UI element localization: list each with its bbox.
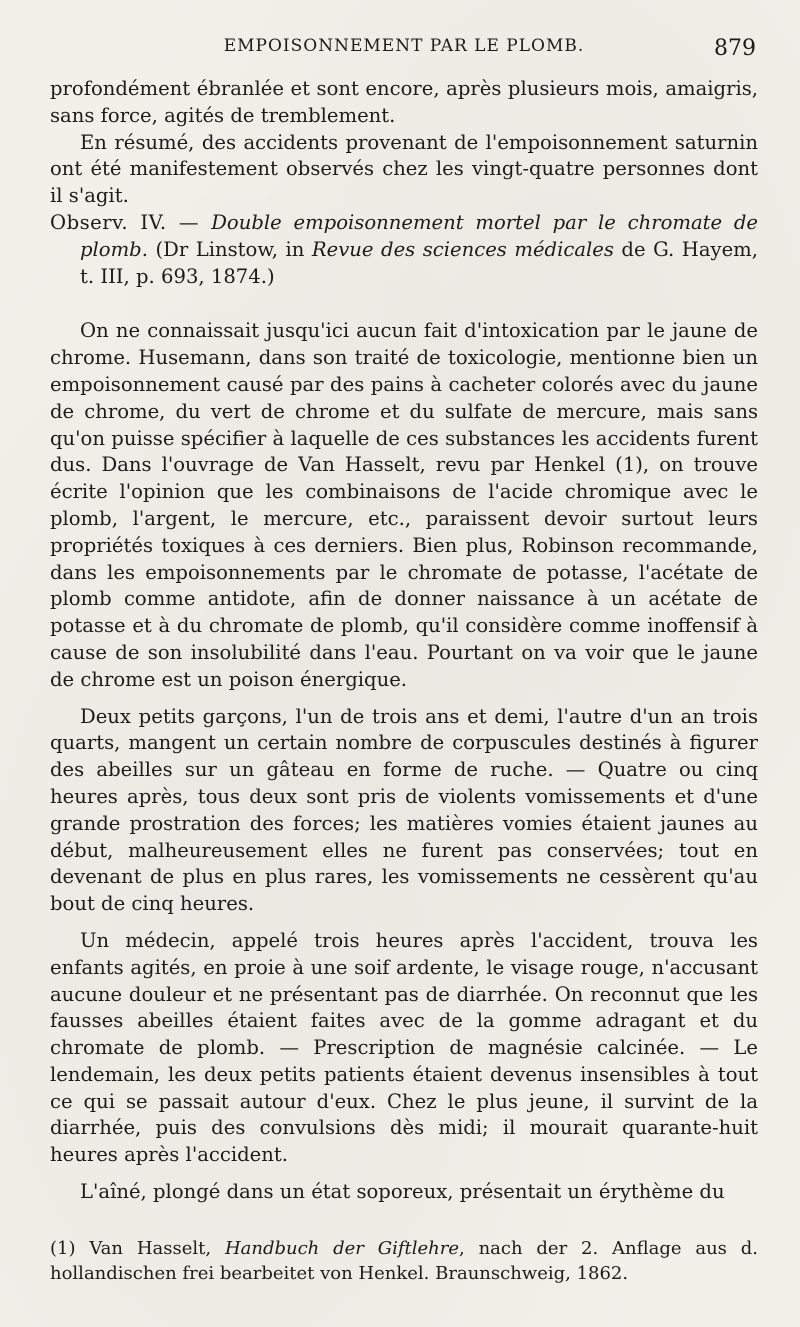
footnote-start: (1) Van Hasselt, xyxy=(50,1238,225,1259)
paragraph-elder: L'aîné, plongé dans un état soporeux, présentait un érythème du xyxy=(80,1180,725,1204)
paragraph-summary: En résumé, des accidents provenant de l'empoisonnement saturnin ont été manifestement observés chez les vingt-quatre personnes dont il s'agit. xyxy=(50,130,758,208)
paragraph-continuation: profondément ébranlée et sont encore, après plusieurs mois, amaigris, sans force, agités de tremblement. xyxy=(50,77,758,127)
observation-ref-start: (Dr Linstow, in xyxy=(147,237,312,261)
footnote xyxy=(50,1236,758,1286)
footnote-book: Handbuch der Giftlehre xyxy=(224,1238,460,1259)
observation-journal: Revue des sciences médicales xyxy=(311,237,614,261)
paragraph-case: Deux petits garçons, l'un de trois ans et demi, l'autre d'un an trois quarts, mangent un certain nombre de corpuscules destinés à figurer des abeilles sur un gâteau en forme de ruche. — Quatre ou cinq heures après, tous deux sont pris de violents vomissements et d'une grande prostration des forces; les matières vomies étaient jaunes au début, malheureusement elles ne furent pas conservées; tout en devenant de plus en plus rares, les vomissements ne cessèrent qu'au bout de cinq heures. xyxy=(50,704,758,916)
footnote-end: , nach der 2. Anflage aus d. hollandischen frei bearbeitet von Henkel. Braunschweig, 1862. xyxy=(50,1238,758,1284)
running-title: EMPOISONNEMENT PAR LE PLOMB. xyxy=(223,36,585,56)
paragraph-physician: Un médecin, appelé trois heures après l'accident, trouva les enfants agités, en proie à une soif ardente, le visage rouge, n'accusant aucune douleur et ne présentant pas de diarrhée. On reconnut que les fausses abeilles étaient faites avec de la gomme adragant et du chromate de plomb. — Prescription de magnésie calcinée. — Le lendemain, les deux petits patients étaient devenus insensibles à tout ce qui se passait autour d'eux. Chez le plus jeune, il survint de la diarrhée, puis des convulsions dès midi; il mourait quarante-huit heures après l'accident. xyxy=(50,928,758,1167)
observation-title: Double empoisonnement mortel par le chromate de plomb. xyxy=(80,210,758,261)
page-number: 879 xyxy=(714,36,756,61)
paragraph-intro: On ne connaissait jusqu'ici aucun fait d'intoxication par le jaune de chrome. Husemann, dans son traité de toxicologie, mentionne bien un empoisonnement causé par des pains à cacheter colorés avec du jaune de chrome, du vert de chrome et du sulfate de mercure, mais sans qu'on puisse spécifier à laquelle de ces substances les accidents furent dus. Dans l'ouvrage de Van Hasselt, revu par Henkel (1), on trouve écrite l'opinion que les combinaisons de l'acide chromique avec le plomb, l'argent, le mercure, etc., paraissent devoir surtout leurs propriétés toxiques à ces derniers. Bien plus, Robinson recommande, dans les empoisonnements par le chromate de potasse, l'acétate de plomb comme antidote, afin de donner naissance à un acétate de potasse et à du chromate de plomb, qu'il considère comme inoffensif à cause de son insolubilité dans l'eau. Pourtant on va voir que le jaune de chrome est un poison énergique. xyxy=(50,319,758,691)
running-head xyxy=(50,36,758,76)
observation-ref-end: de G. Hayem, t. III, p. 693, 1874.) xyxy=(80,237,758,288)
observation-heading xyxy=(50,210,758,290)
observation-label: Observ. IV. — xyxy=(50,210,212,234)
